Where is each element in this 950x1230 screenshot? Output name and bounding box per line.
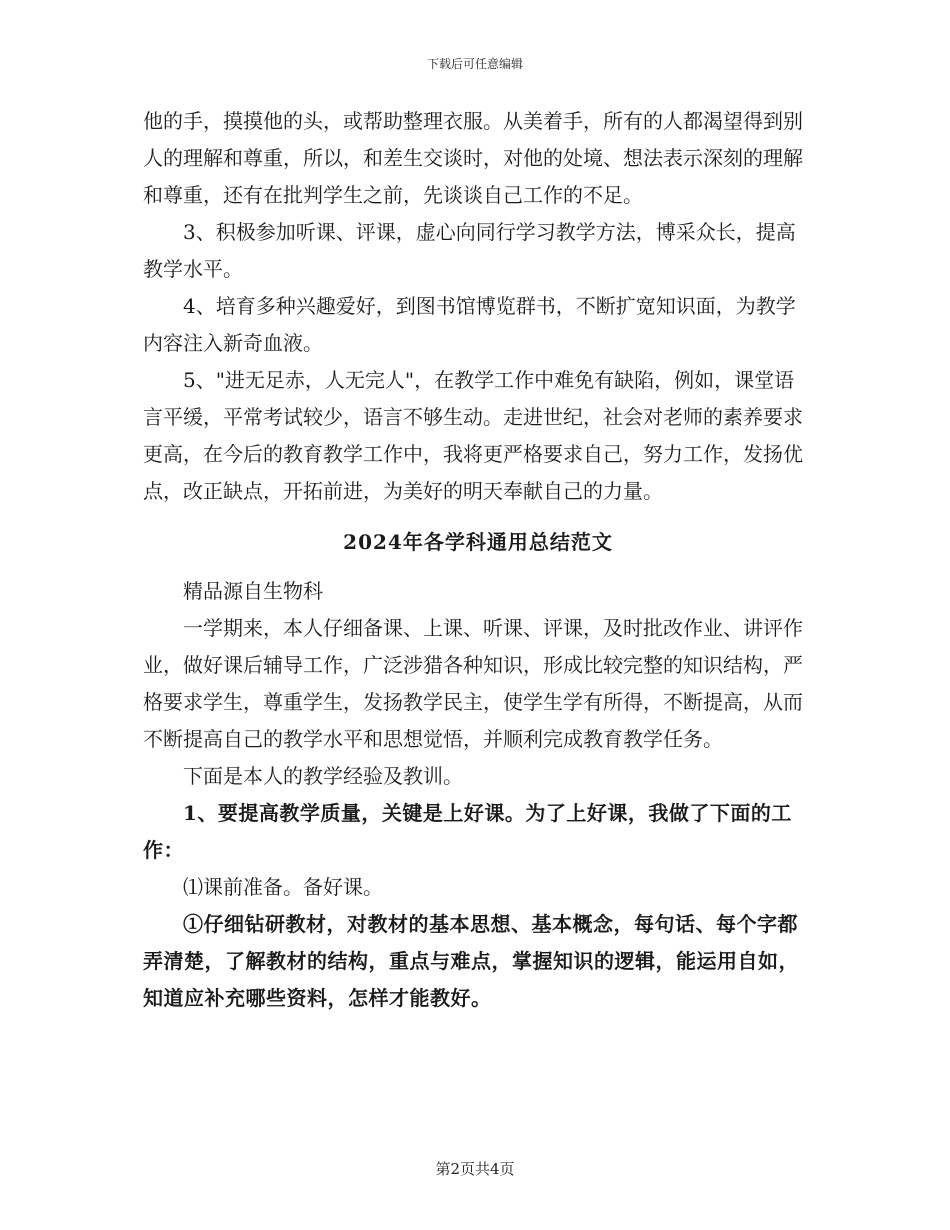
paragraph-point-1: 1、要提高教学质量，关键是上好课。为了上好课，我做了下面的工作： (143, 801, 792, 862)
paragraph-continuation: 他的手，摸摸他的头，或帮助整理衣服。从美着手，所有的人都渴望得到别人的理解和尊重，所以，和差生交谈时，对他的处境、想法表示深刻的理解和尊重，还有在批判学生之前，先谈谈自己工作的不足。 (143, 109, 803, 207)
paragraph-item-4: 4、培育多种兴趣爱好，到图书馆博览群书，不断扩宽知识面，为教学内容注入新奇血液。 (143, 294, 796, 355)
paragraph-item-3: 3、积极参加听课、评课，虚心向同行学习教学方法，博采众长，提高教学水平。 (143, 220, 796, 281)
paragraph-source: 精品源自生物科 (183, 579, 323, 603)
paragraph-lead-in: 下面是本人的教学经验及教训。 (183, 764, 463, 788)
page-header: 下载后可任意编辑 (426, 57, 523, 71)
section-title: 2024年各学科通用总结范文 (343, 530, 613, 554)
paragraph-subpoint-1: ⑴课前准备。备好课。 (183, 875, 383, 899)
paragraph-intro: 一学期来，本人仔细备课、上课、听课、评课，及时批改作业、讲评作业，做好课后辅导工作，广泛涉猎各种知识，形成比较完整的知识结构，严格要求学生，尊重学生，发扬教学民主，使学生学有所得，不断提高，从而不断提高自己的教学水平和思想觉悟，并顺利完成教育教学任务。 (143, 616, 803, 751)
page-footer: 第2页共4页 (435, 1160, 515, 1178)
paragraph-item-5: 5、"进无足赤，人无完人"，在教学工作中难免有缺陷，例如，课堂语言平缓，平常考试较少，语言不够生动。走进世纪，社会对老师的素养要求更高，在今后的教育教学工作中，我将更严格要求自己，努力工作，发扬优点，改正缺点，开拓前进，为美好的明天奉献自己的力量。 (143, 368, 803, 503)
document-body (143, 103, 813, 1017)
paragraph-subpoint-circled-1: ①仔细钻研教材，对教材的基本思想、基本概念，每句话、每个字都弄清楚，了解教材的结构，重点与难点，掌握知识的逻辑，能运用自如，知道应补充哪些资料，怎样才能教好。 (143, 912, 799, 1010)
